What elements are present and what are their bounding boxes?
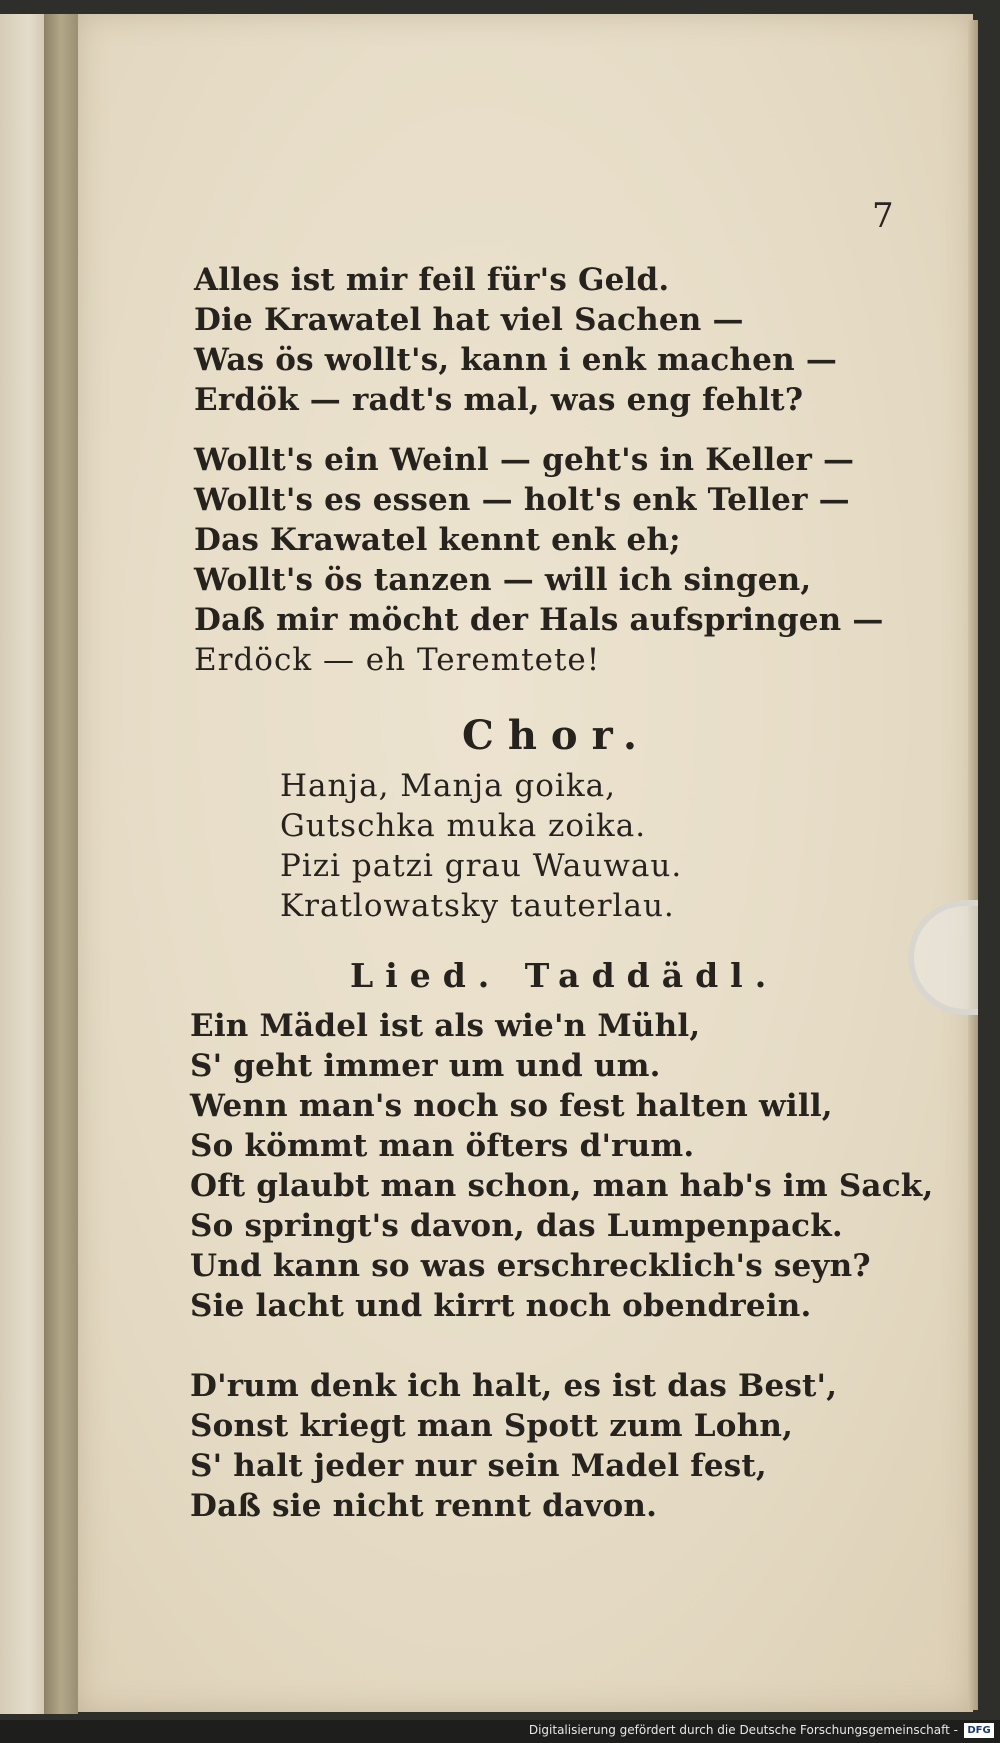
book-spine <box>44 14 78 1714</box>
stanza-4 <box>190 1366 910 1526</box>
dfg-logo: DFG <box>964 1723 994 1738</box>
chor-line: Hanja, Manja goika, <box>280 768 616 804</box>
verse-line: So kömmt man öfters d'rum. <box>190 1128 695 1164</box>
stanza-3 <box>190 1006 934 1326</box>
verse-line: S' geht immer um und um. <box>190 1048 661 1084</box>
verse-line: Daß sie nicht rennt davon. <box>190 1488 658 1524</box>
stanza-1 <box>194 260 914 420</box>
verse-line: Wollt's ös tanzen — will ich singen, <box>194 562 812 598</box>
verse-line: Sonst kriegt man Spott zum Lohn, <box>190 1408 794 1444</box>
footer-bar <box>0 1720 1000 1743</box>
verse-line: Was ös wollt's, kann i enk machen — <box>194 342 838 378</box>
verse-line: Erdöck — eh Teremtete! <box>194 642 601 678</box>
verse-line: D'rum denk ich halt, es ist das Best', <box>190 1368 838 1404</box>
verse-line: Ein Mädel ist als wie'n Mühl, <box>190 1008 701 1044</box>
verse-line: Das Krawatel kennt enk eh; <box>194 522 681 558</box>
verse-line: Und kann so was erschrecklich's seyn? <box>190 1248 871 1284</box>
chor-heading: Chor. <box>462 712 651 759</box>
verse-line: Wollt's ein Weinl — geht's in Keller — <box>194 442 855 478</box>
verse-line: Daß mir möcht der Hals aufspringen — <box>194 602 884 638</box>
verse-line: Wollt's es essen — holt's enk Teller — <box>194 482 850 518</box>
left-page-edge <box>0 14 48 1714</box>
chor-line: Pizi patzi grau Wauwau. <box>280 848 683 884</box>
page-number: 7 <box>872 196 894 236</box>
verse-line: Die Krawatel hat viel Sachen — <box>194 302 744 338</box>
verse-line: Alles ist mir feil für's Geld. <box>194 262 670 298</box>
verse-line: Sie lacht und kirrt noch obendrein. <box>190 1288 812 1324</box>
verse-line: Erdök — radt's mal, was eng fehlt? <box>194 382 804 418</box>
chor-line: Kratlowatsky tauterlau. <box>280 888 675 924</box>
lied-heading: Lied. Taddädl. <box>350 956 779 995</box>
verse-line: Wenn man's noch so fest halten will, <box>190 1088 833 1124</box>
verse-line: So springt's davon, das Lumpenpack. <box>190 1208 843 1244</box>
verse-line: S' halt jeder nur sein Madel fest, <box>190 1448 767 1484</box>
verse-line: Oft glaubt man schon, man hab's im Sack, <box>190 1168 934 1204</box>
chor-stanza <box>280 766 682 926</box>
chor-line: Gutschka muka zoika. <box>280 808 647 844</box>
funding-credit: Digitalisierung gefördert durch die Deutsche Forschungsgemeinschaft - <box>528 1723 958 1737</box>
stanza-2 <box>194 440 914 680</box>
right-page-edge <box>968 20 978 1710</box>
